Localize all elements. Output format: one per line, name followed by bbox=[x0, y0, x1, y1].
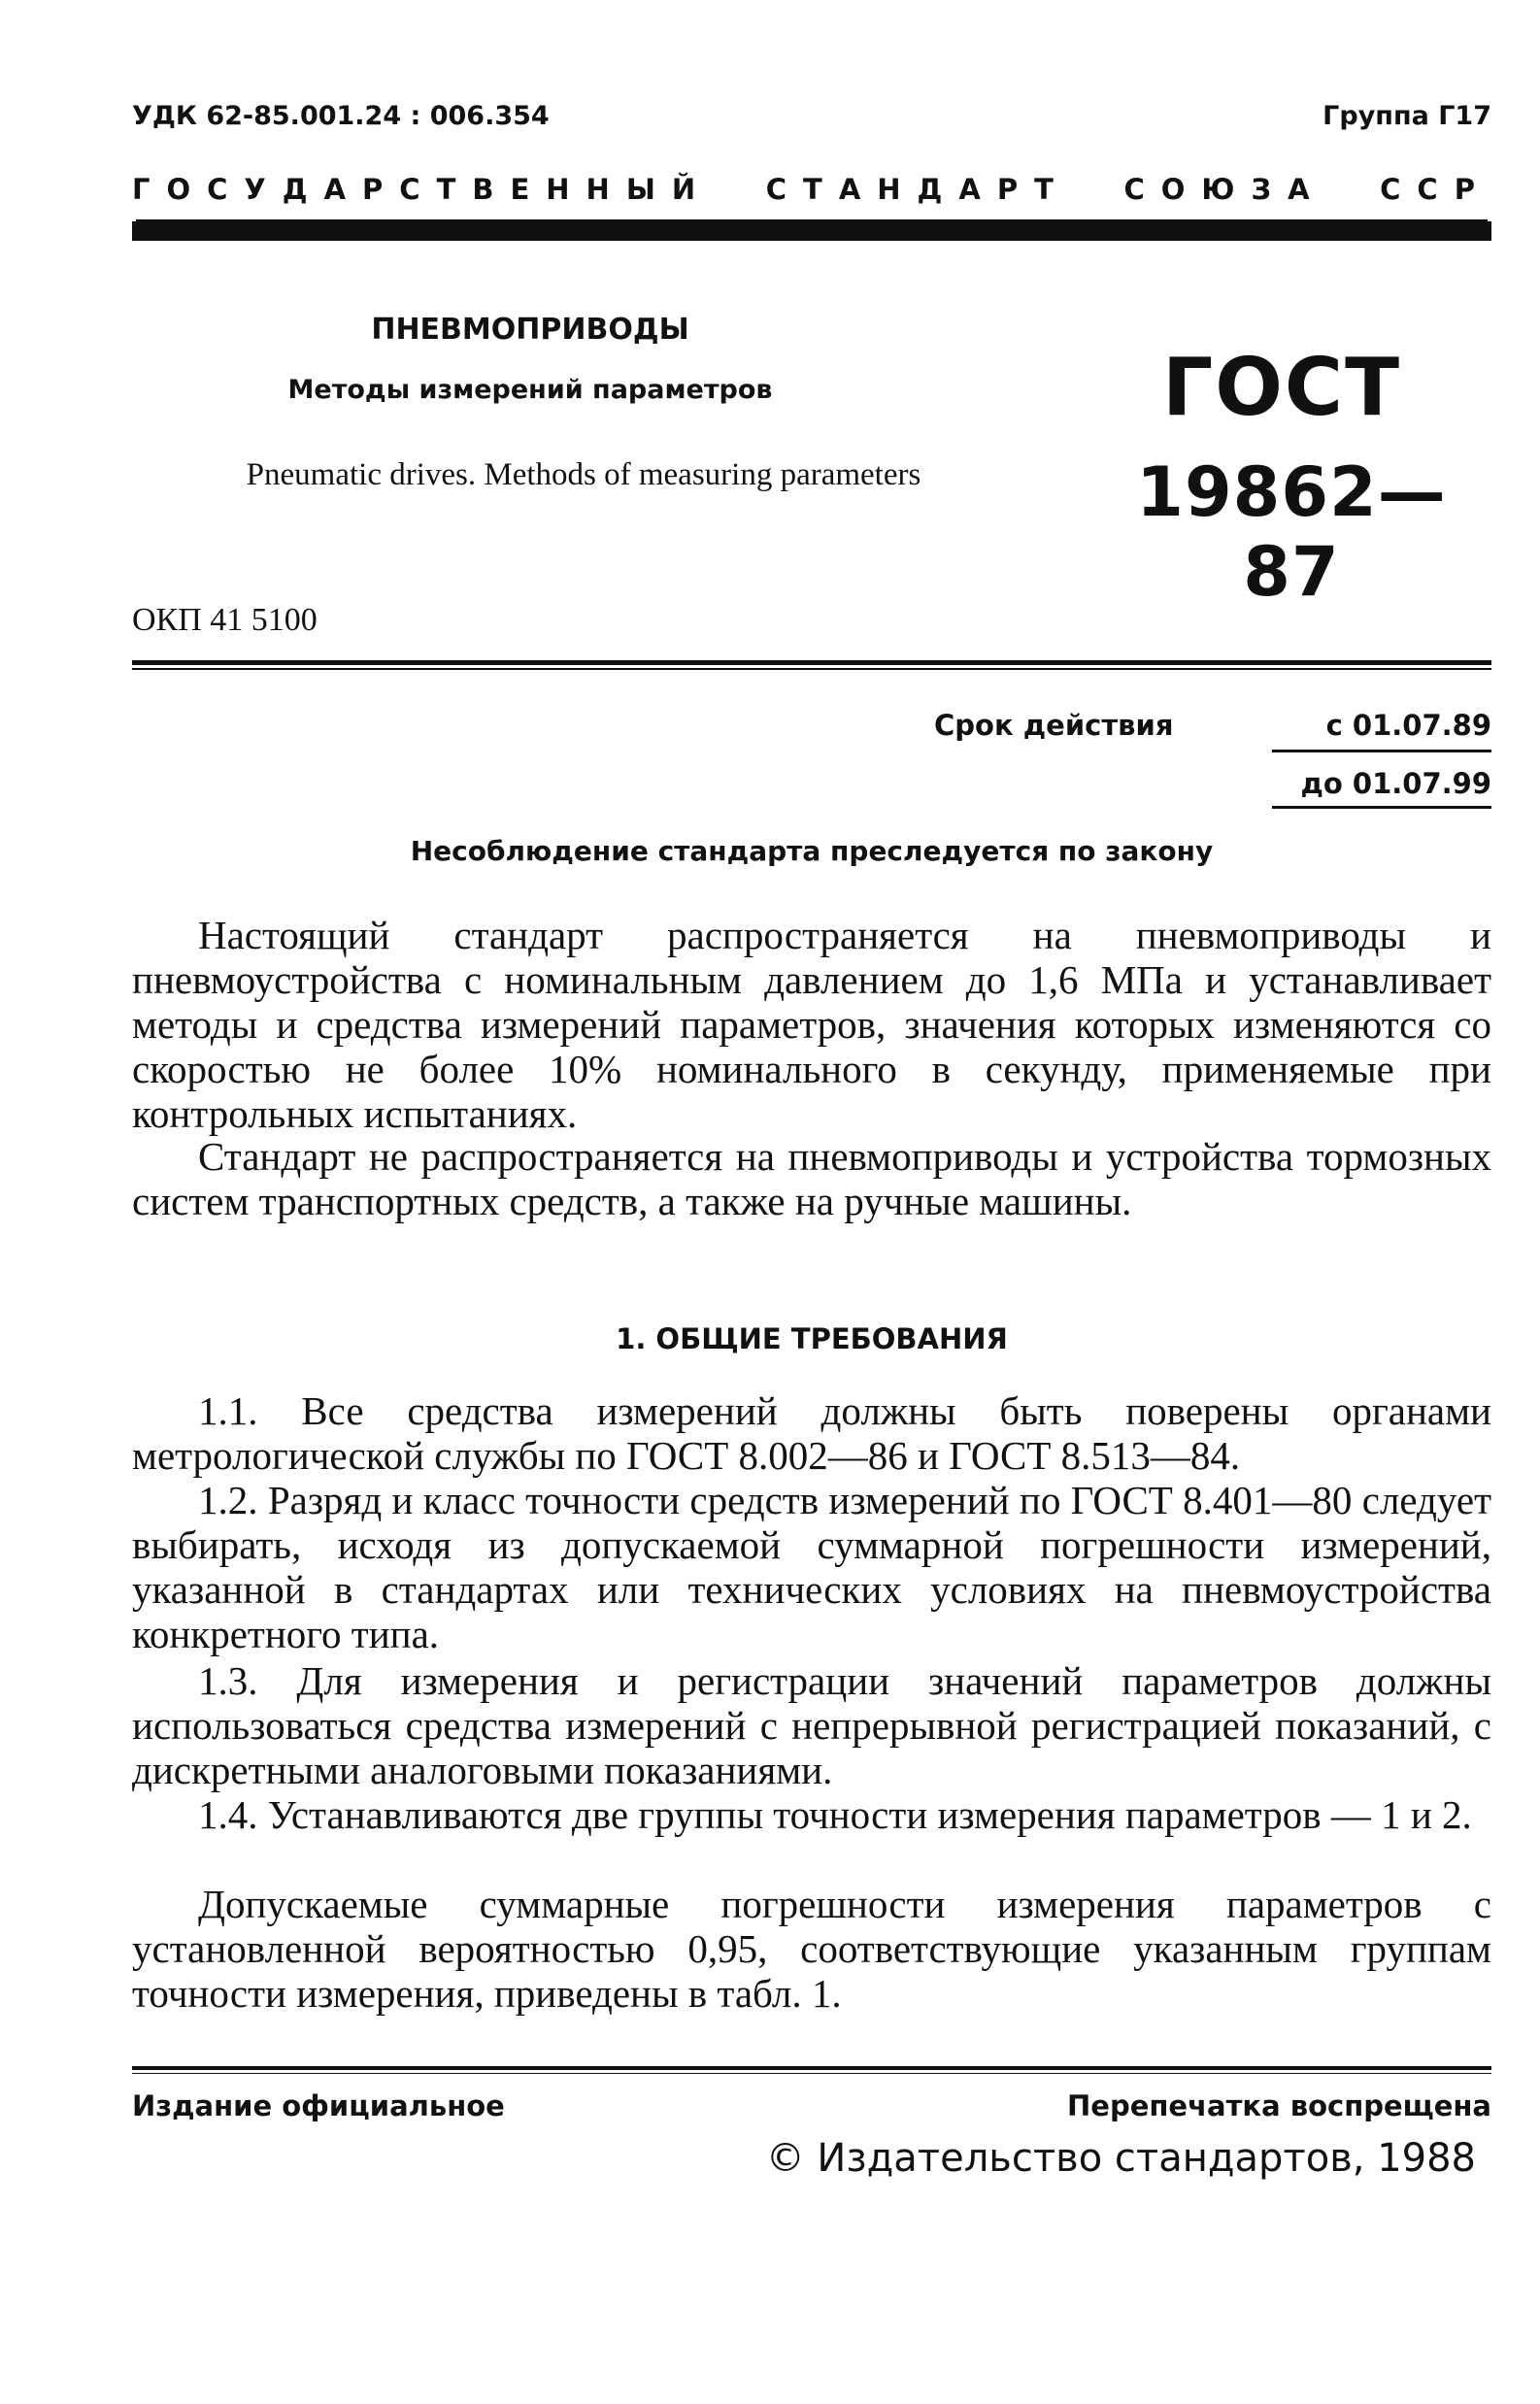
header-rule bbox=[132, 221, 1491, 241]
title-rule bbox=[132, 660, 1491, 665]
document-title: ПНЕВМОПРИВОДЫ bbox=[371, 313, 689, 347]
state-title-word: СТАНДАРТ bbox=[765, 173, 1070, 206]
document-subtitle: Методы измерений параметров bbox=[287, 375, 773, 405]
state-standard-title bbox=[132, 173, 1491, 206]
section-paragraph: 1.1. Все средства измерений должны быть поверены органами метрологической службы по ГОСТ 8.002—86 и ГОСТ 8.513—84. bbox=[132, 1388, 1491, 1478]
document-title-english: Pneumatic drives. Methods of measuring parameters bbox=[246, 457, 921, 492]
footer-rule-thin bbox=[132, 2073, 1491, 2074]
publisher-copyright: © Издательство стандартов, 1988 bbox=[765, 2136, 1476, 2181]
section-paragraph: 1.4. Устанавливаются две группы точности измерения параметров — 1 и 2. bbox=[198, 1792, 1472, 1837]
state-title-word: ССР bbox=[1380, 173, 1491, 206]
section-heading: 1. ОБЩИЕ ТРЕБОВАНИЯ bbox=[616, 1322, 1008, 1355]
okp-code: ОКП 41 5100 bbox=[132, 602, 318, 638]
validity-underline bbox=[1272, 806, 1491, 809]
official-edition-label: Издание официальное bbox=[132, 2089, 505, 2122]
validity-to: до 01.07.99 bbox=[1300, 767, 1491, 800]
group-code: Группа Г17 bbox=[1322, 101, 1491, 131]
section-paragraph: 1.3. Для измерения и регистрации значений параметров должны использоваться средства измерений с непрерывной регистрацией показаний, с дискретными аналоговыми показаниями. bbox=[132, 1658, 1491, 1792]
intro-paragraph: Стандарт не распространяется на пневмоприводы и устройства тормозных систем транспортных средств, а также на ручные машины. bbox=[132, 1134, 1491, 1223]
state-title-word: СОЮЗА bbox=[1123, 173, 1326, 206]
gost-number: 19862—87 bbox=[1136, 452, 1447, 612]
reprint-prohibited-label: Перепечатка воспрещена bbox=[1067, 2089, 1491, 2122]
validity-from: с 01.07.89 bbox=[1325, 709, 1491, 742]
section-paragraph: 1.2. Разряд и класс точности средств измерений по ГОСТ 8.401—80 следует выбирать, исходя из допускаемой суммарной погрешности измерений, указанной в стандартах или технических условиях на пневмоустройства конкретного типа. bbox=[132, 1478, 1491, 1656]
validity-label: Срок действия bbox=[934, 709, 1174, 742]
intro-paragraph: Настоящий стандарт распространяется на пневмоприводы и пневмоустройства с номинальным давлением до 1,6 МПа и устанавливает методы и средства измерений параметров, значения которых изменяются со скоростью не более 10% номинального в секунду, применяемые при контрольных испытаниях. bbox=[132, 913, 1491, 1136]
law-notice: Несоблюдение стандарта преследуется по закону bbox=[410, 835, 1214, 867]
state-title-word: ГОСУДАРСТВЕННЫЙ bbox=[132, 173, 713, 206]
udk-code: УДК 62-85.001.24 : 006.354 bbox=[132, 101, 550, 131]
footer-rule bbox=[132, 2066, 1491, 2070]
section-paragraph: Допускаемые суммарные погрешности измерения параметров с установленной вероятностью 0,95, соответствующие указанным группам точности измерения, приведены в табл. 1. bbox=[132, 1882, 1491, 2016]
validity-underline bbox=[1272, 750, 1491, 752]
title-rule-thin bbox=[132, 668, 1491, 670]
gost-label: ГОСТ bbox=[1161, 342, 1402, 434]
